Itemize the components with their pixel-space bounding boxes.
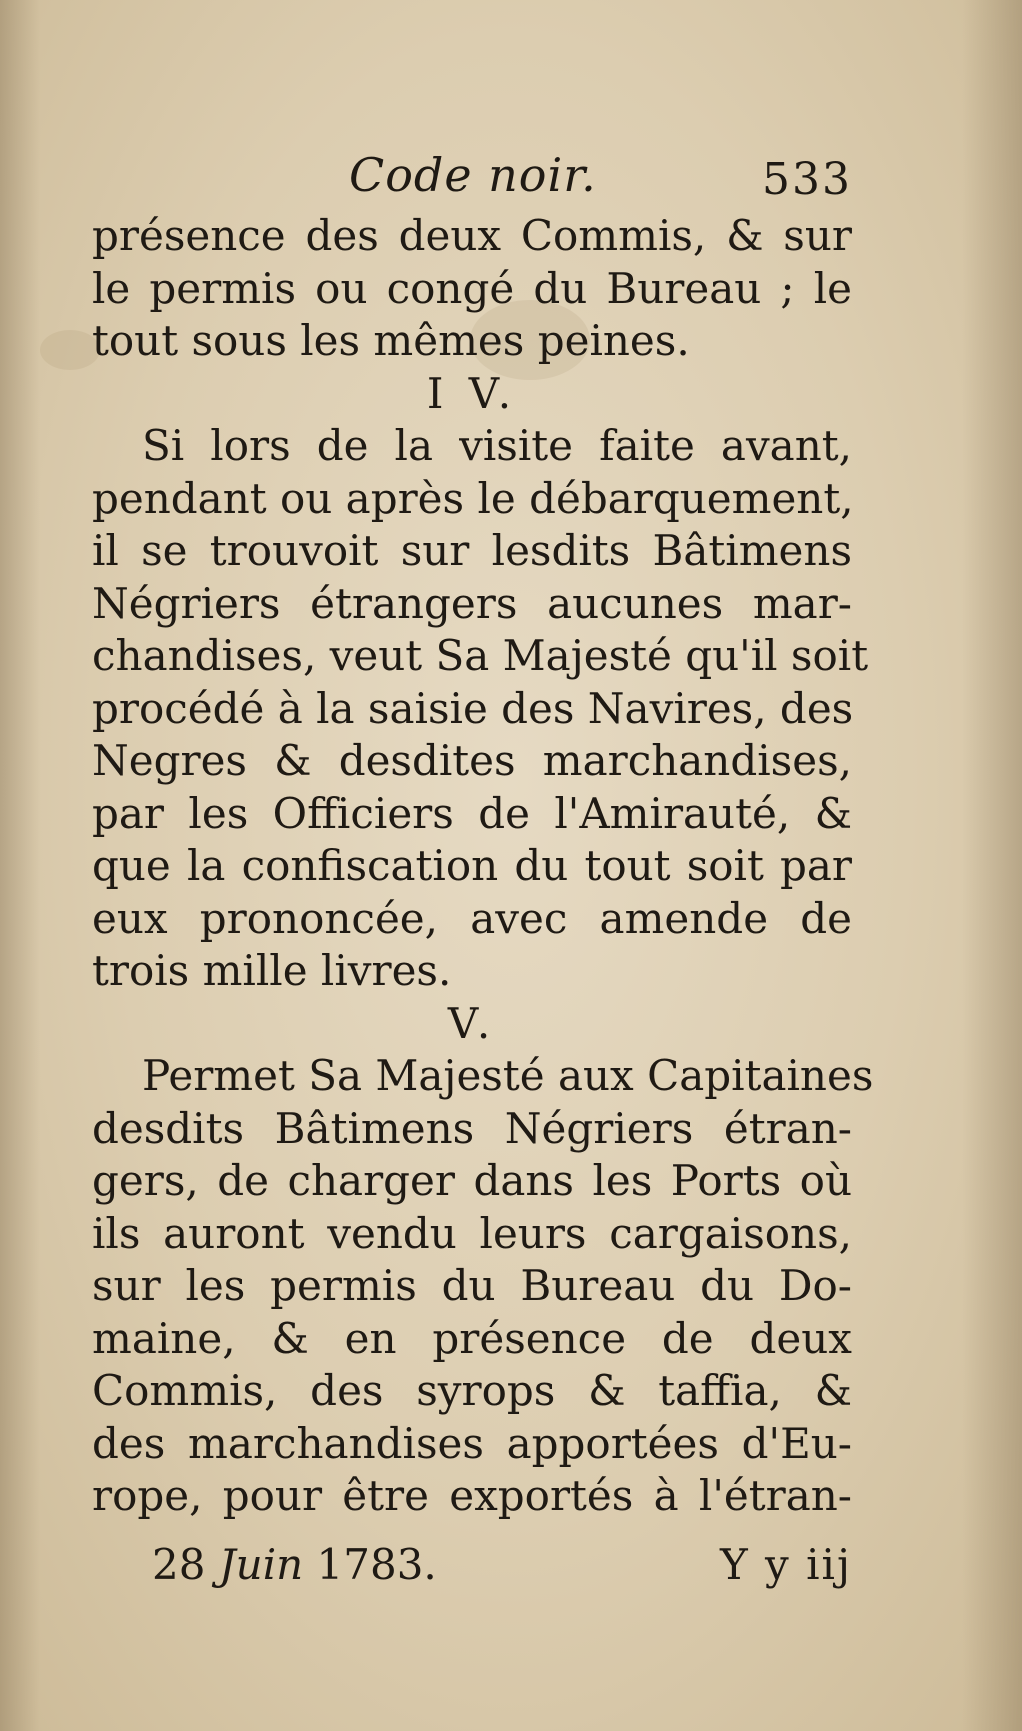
text-line: desdits Bâtimens Négriers étran- (92, 1103, 852, 1153)
running-head (92, 148, 852, 208)
text-line: maine, & en présence de deux (92, 1313, 852, 1363)
text-line: il se trouvoit sur lesdits Bâtimens (92, 526, 852, 575)
text-line: gers, de charger dans les Ports où (92, 1156, 852, 1205)
article-heading: I V. (426, 368, 518, 418)
text-line: des marchandises apportées d'Eu- (92, 1418, 852, 1468)
text-line: par les Officiers de l'Amirauté, & (92, 788, 852, 838)
footer-date (152, 1540, 437, 1589)
text-line: sur les permis du Bureau du Do- (92, 1261, 852, 1310)
text-line: eux prononcée, avec amende de (92, 893, 852, 943)
text-line: Si lors de la visite faite avant, (142, 421, 852, 470)
article-heading: V. (447, 998, 497, 1048)
paper-stain (40, 330, 100, 370)
text-line: Négriers étrangers aucunes mar- (92, 578, 852, 628)
text-line: trois mille livres. (92, 946, 452, 995)
text-line: pendant ou après le débarquement, (92, 473, 854, 523)
body-text (92, 210, 874, 1523)
text-line: procédé à la saisie des Navires, des (92, 683, 854, 733)
text-line: Commis, des syrops & taffia, & (92, 1366, 852, 1415)
page-edge-shadow (962, 0, 1022, 1731)
text-line: rope, pour être exportés à l'étran- (92, 1471, 852, 1520)
footer-month: Juin (218, 1540, 304, 1589)
running-head-title: Code noir. (349, 148, 597, 202)
page-footer (92, 1540, 852, 1600)
gutter-shadow (0, 0, 40, 1731)
text-line: ils auront vendu leurs cargaisons, (92, 1208, 852, 1258)
signature-mark: Y y iij (719, 1540, 852, 1589)
text-line: Permet Sa Majesté aux Capitaines (142, 1051, 874, 1100)
text-line: que la confiscation du tout soit par (92, 841, 852, 890)
text-line: Negres & desdites marchandises, (92, 736, 852, 785)
text-line: tout sous les mêmes peines. (92, 316, 690, 365)
text-line: chandises, veut Sa Majesté qu'il soit (92, 631, 869, 680)
text-line: le permis ou congé du Bureau ; le (92, 263, 852, 313)
page-number: 533 (762, 154, 852, 205)
footer-day: 28 (152, 1540, 206, 1589)
text-line: présence des deux Commis, & sur (92, 211, 852, 260)
footer-year: 1783. (316, 1540, 437, 1589)
